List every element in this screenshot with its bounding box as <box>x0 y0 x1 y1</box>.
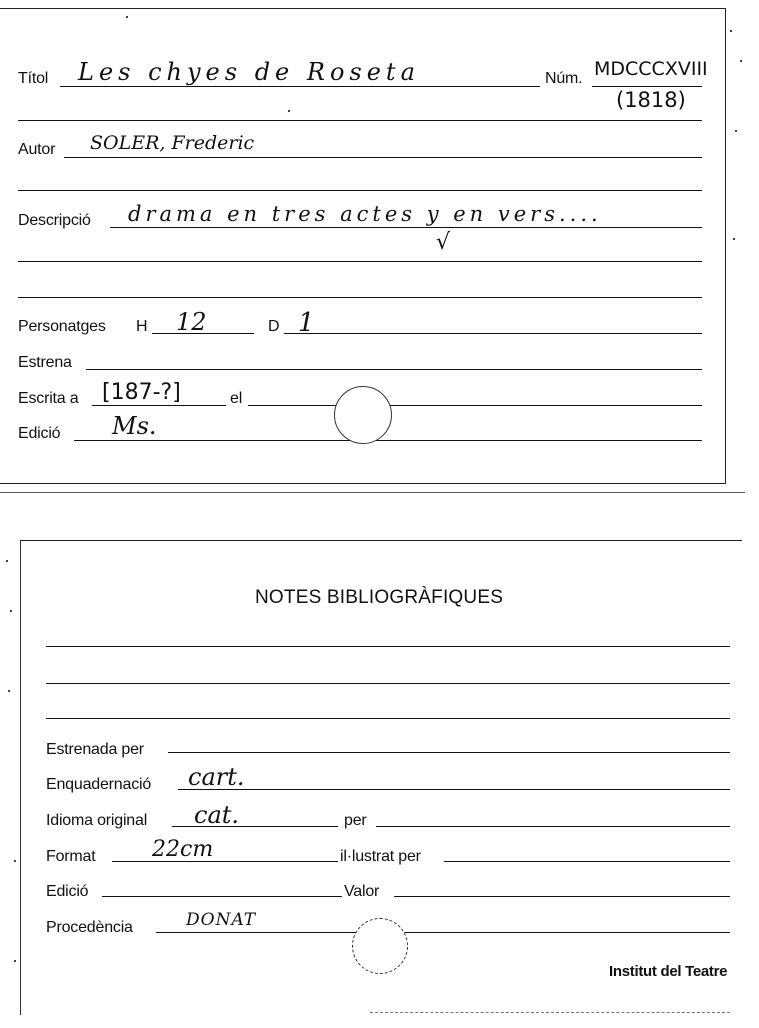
valor-label: Valor <box>344 883 380 900</box>
card-1-bottom-edge <box>0 492 745 493</box>
estrena-label: Estrena <box>18 354 72 371</box>
estrenada-per-line <box>168 752 730 753</box>
notes-line-1 <box>46 646 730 647</box>
descripcio-value: drama en tres actes y en vers.... <box>128 202 602 226</box>
procedencia-line <box>156 932 730 933</box>
per-label: per <box>344 812 367 829</box>
num-label: Núm. <box>545 70 583 87</box>
titol-line-2 <box>18 120 702 121</box>
notes-line-3 <box>46 718 730 719</box>
descripcio-line-3 <box>18 297 702 298</box>
institution-name: Institut del Teatre <box>609 963 728 980</box>
personatges-h-label: H <box>136 318 148 335</box>
scan-speck <box>733 238 735 240</box>
personatges-d-label: D <box>268 318 280 335</box>
edicio-2-label: Edició <box>46 883 89 900</box>
card-2-left-edge <box>20 540 21 1015</box>
card-2-bottom-fragment <box>370 1012 730 1013</box>
enquadernacio-value: cart. <box>188 763 245 791</box>
procedencia-value: DONAT <box>186 910 257 930</box>
estrena-line <box>86 369 702 370</box>
escrita-a-value: [187-?] <box>102 380 181 405</box>
scan-speck <box>740 60 742 62</box>
enquadernacio-line <box>178 789 730 790</box>
el-label: el <box>230 390 243 407</box>
per-line <box>376 826 730 827</box>
scan-speck <box>730 30 732 32</box>
notes-line-2 <box>46 683 730 684</box>
num-line <box>592 86 702 87</box>
scan-speck <box>735 130 737 132</box>
autor-value: SOLER, Frederic <box>90 132 255 154</box>
valor-line <box>394 896 730 897</box>
enquadernacio-label: Enquadernació <box>46 776 152 793</box>
escrita-a-line <box>92 405 226 406</box>
scan-speck <box>8 690 10 692</box>
format-value: 22cm <box>152 837 214 862</box>
personatges-h-value: 12 <box>176 308 207 336</box>
autor-line-2 <box>18 190 702 191</box>
scan-speck <box>126 16 128 18</box>
edicio-label: Edició <box>18 425 61 442</box>
idioma-original-label: Idioma original <box>46 812 148 829</box>
num-roman-value: MDCCCXVIII <box>594 58 708 80</box>
scan-speck <box>14 860 16 862</box>
num-year-value: (1818) <box>616 88 686 112</box>
descripcio-label: Descripció <box>18 212 91 229</box>
il-lustrat-per-label: il·lustrat per <box>340 848 421 865</box>
format-line <box>112 861 338 862</box>
edicio-2-line <box>102 896 342 897</box>
descripcio-checkmark: √ <box>436 230 451 255</box>
el-line <box>248 405 702 406</box>
autor-label: Autor <box>18 141 56 158</box>
titol-value: Les chyes de Roseta <box>78 58 420 86</box>
autor-line <box>64 157 702 158</box>
scan-speck <box>6 560 8 562</box>
scan-speck <box>14 960 16 962</box>
punch-hole-2 <box>352 918 408 974</box>
titol-label: Títol <box>18 70 49 87</box>
idioma-original-value: cat. <box>194 801 240 829</box>
estrenada-per-label: Estrenada per <box>46 741 144 758</box>
notes-heading: NOTES BIBLIOGRÀFIQUES <box>255 587 504 608</box>
escrita-a-label: Escrita a <box>18 390 79 407</box>
descripcio-line <box>110 227 702 228</box>
scan-speck <box>10 610 12 612</box>
scan-speck <box>288 110 290 112</box>
titol-line <box>60 86 540 87</box>
format-label: Format <box>46 848 96 865</box>
descripcio-line-2 <box>18 261 702 262</box>
edicio-line <box>74 440 702 441</box>
personatges-label: Personatges <box>18 318 106 335</box>
personatges-d-value: 1 <box>298 308 315 338</box>
punch-hole-1 <box>334 386 392 444</box>
card-2-top-edge <box>20 540 742 541</box>
edicio-value: Ms. <box>112 412 157 440</box>
il-lustrat-per-line <box>444 861 730 862</box>
personatges-d-line <box>284 333 702 334</box>
procedencia-label: Procedència <box>46 919 133 936</box>
